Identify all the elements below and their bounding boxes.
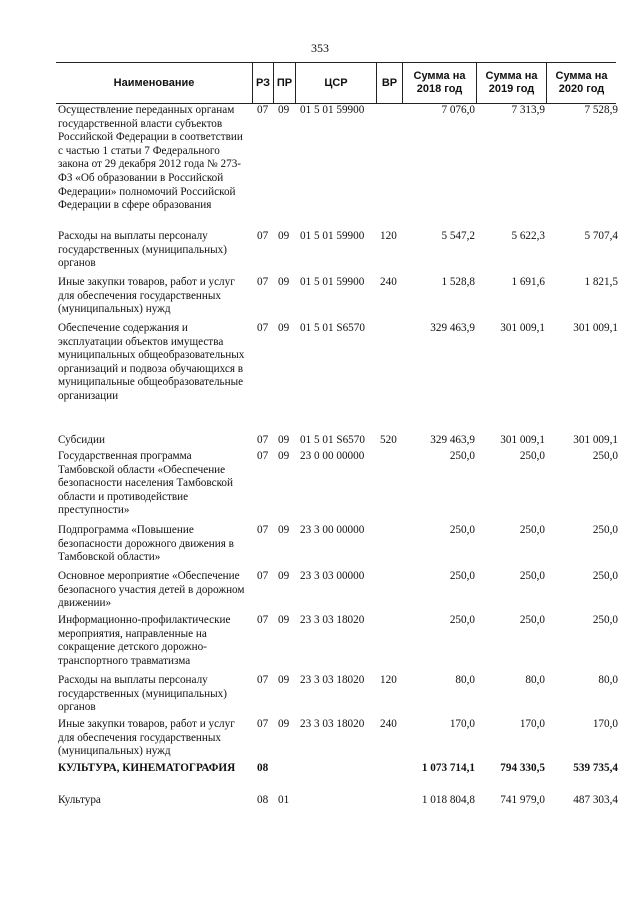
row-pr: 09: [278, 614, 290, 626]
row-rz: 07: [257, 524, 269, 536]
row-sum-2018: 1 528,8: [441, 276, 475, 288]
row-sum-2019: 301 009,1: [500, 434, 545, 446]
row-sum-2020: 539 735,4: [573, 762, 618, 774]
row-rz: 07: [257, 434, 269, 446]
row-sum-2020: 5 707,4: [584, 230, 618, 242]
row-vr: 120: [380, 674, 397, 686]
row-vr: 520: [380, 434, 397, 446]
row-sum-2018: 329 463,9: [430, 322, 475, 334]
row-rz: 07: [257, 718, 269, 730]
row-csr: 23 3 03 00000: [300, 570, 365, 582]
row-rz: 07: [257, 104, 269, 116]
row-sum-2020: 7 528,9: [584, 104, 618, 116]
row-pr: 09: [278, 276, 290, 288]
row-sum-2019: 301 009,1: [500, 322, 545, 334]
row-name: КУЛЬТУРА, КИНЕМАТОГРАФИЯ: [58, 762, 236, 774]
row-sum-2018: 1 018 804,8: [421, 794, 475, 806]
row-name: Информационно-профилактические мероприятия, направленные на сокращение детского дорожно-транспортного травматизма: [58, 614, 231, 667]
row-name: Осуществление переданных органам государственной власти субъектов Российской Федерации в соответствии с частью 1 статьи 7 Федерального закона от 29 декабря 2012 года № 273-ФЗ «Об образовании в Российской Федерации» полномочий Российской Федерации в сфере образования: [58, 104, 243, 212]
row-sum-2019: 250,0: [519, 450, 545, 462]
row-pr: 09: [278, 104, 290, 116]
row-name: Государственная программа Тамбовской области «Обеспечение безопасности населения Тамбовской области и противодействие преступности»: [58, 450, 234, 517]
row-sum-2018: 250,0: [449, 450, 475, 462]
header-vr: ВР: [376, 63, 402, 103]
row-sum-2020: 301 009,1: [573, 434, 618, 446]
row-sum-2019: 1 691,6: [511, 276, 545, 288]
row-sum-2019: 5 622,3: [511, 230, 545, 242]
row-sum-2019: 170,0: [519, 718, 545, 730]
table-header: [56, 62, 616, 104]
row-sum-2020: 80,0: [598, 674, 618, 686]
row-csr: 23 0 00 00000: [300, 450, 365, 462]
row-pr: 09: [278, 434, 290, 446]
row-sum-2018: 5 547,2: [441, 230, 475, 242]
row-rz: 07: [257, 450, 269, 462]
row-sum-2018: 7 076,0: [441, 104, 475, 116]
row-csr: 01 5 01 S6570: [300, 434, 365, 446]
row-rz: 08: [257, 762, 269, 774]
row-sum-2019: 794 330,5: [500, 762, 545, 774]
row-pr: 09: [278, 570, 290, 582]
row-sum-2019: 80,0: [525, 674, 545, 686]
row-name: Основное мероприятие «Обеспечение безопасного участия детей в дорожном движении»: [58, 570, 245, 610]
row-name: Расходы на выплаты персоналу государственных (муниципальных) органов: [58, 674, 227, 714]
header-sum-2020: Сумма на 2020 год: [546, 63, 616, 103]
row-sum-2020: 250,0: [592, 614, 618, 626]
page-number: 353: [311, 41, 329, 55]
row-sum-2018: 250,0: [449, 614, 475, 626]
row-pr: 09: [278, 524, 290, 536]
header-rz: РЗ: [252, 63, 273, 103]
header-name: Наименование: [113, 76, 195, 89]
row-pr: 09: [278, 718, 290, 730]
row-sum-2019: 7 313,9: [511, 104, 545, 116]
row-sum-2020: 250,0: [592, 450, 618, 462]
row-name: Культура: [58, 794, 101, 806]
row-rz: 07: [257, 674, 269, 686]
row-csr: 23 3 03 18020: [300, 674, 365, 686]
row-sum-2018: 329 463,9: [430, 434, 475, 446]
row-rz: 07: [257, 570, 269, 582]
row-csr: 01 5 01 S6570: [300, 322, 365, 334]
row-rz: 07: [257, 276, 269, 288]
row-csr: 01 5 01 59900: [300, 230, 365, 242]
row-pr: 09: [278, 230, 290, 242]
row-csr: 01 5 01 59900: [300, 276, 365, 288]
row-rz: 07: [257, 322, 269, 334]
row-name: Иные закупки товаров, работ и услуг для обеспечения государственных (муниципальных) нужд: [58, 276, 235, 316]
row-sum-2020: 250,0: [592, 570, 618, 582]
row-name: Обеспечение содержания и эксплуатации объектов имущества муниципальных общеобразовательных организаций и подвоза обучающихся в муниципальные общеобразовательные организации: [58, 322, 245, 402]
row-vr: 120: [380, 230, 397, 242]
row-csr: 23 3 00 00000: [300, 524, 365, 536]
row-sum-2018: 1 073 714,1: [421, 762, 475, 774]
row-pr: 09: [278, 322, 290, 334]
row-sum-2019: 741 979,0: [500, 794, 545, 806]
row-sum-2018: 170,0: [449, 718, 475, 730]
row-name: Расходы на выплаты персоналу государственных (муниципальных) органов: [58, 230, 227, 270]
header-sum-2019: Сумма на 2019 год: [476, 63, 546, 103]
header-pr: ПР: [273, 63, 295, 103]
header-sum-2018: Сумма на 2018 год: [402, 63, 476, 103]
row-name: Подпрограмма «Повышение безопасности дорожного движения в Тамбовской области»: [58, 524, 234, 564]
row-sum-2018: 250,0: [449, 570, 475, 582]
header-csr: ЦСР: [295, 63, 376, 103]
row-sum-2020: 487 303,4: [573, 794, 618, 806]
row-csr: 23 3 03 18020: [300, 718, 365, 730]
row-name: Субсидии: [58, 434, 105, 446]
row-csr: 23 3 03 18020: [300, 614, 365, 626]
row-sum-2020: 250,0: [592, 524, 618, 536]
row-sum-2020: 301 009,1: [573, 322, 618, 334]
row-pr: 01: [278, 794, 290, 806]
row-name: Иные закупки товаров, работ и услуг для обеспечения государственных (муниципальных) нужд: [58, 718, 235, 758]
row-rz: 08: [257, 794, 269, 806]
row-sum-2018: 80,0: [455, 674, 475, 686]
row-vr: 240: [380, 718, 397, 730]
row-rz: 07: [257, 614, 269, 626]
row-sum-2019: 250,0: [519, 524, 545, 536]
row-sum-2019: 250,0: [519, 570, 545, 582]
row-csr: 01 5 01 59900: [300, 104, 365, 116]
row-vr: 240: [380, 276, 397, 288]
row-rz: 07: [257, 230, 269, 242]
row-sum-2019: 250,0: [519, 614, 545, 626]
row-sum-2020: 170,0: [592, 718, 618, 730]
row-pr: 09: [278, 450, 290, 462]
row-pr: 09: [278, 674, 290, 686]
row-sum-2020: 1 821,5: [584, 276, 618, 288]
row-sum-2018: 250,0: [449, 524, 475, 536]
